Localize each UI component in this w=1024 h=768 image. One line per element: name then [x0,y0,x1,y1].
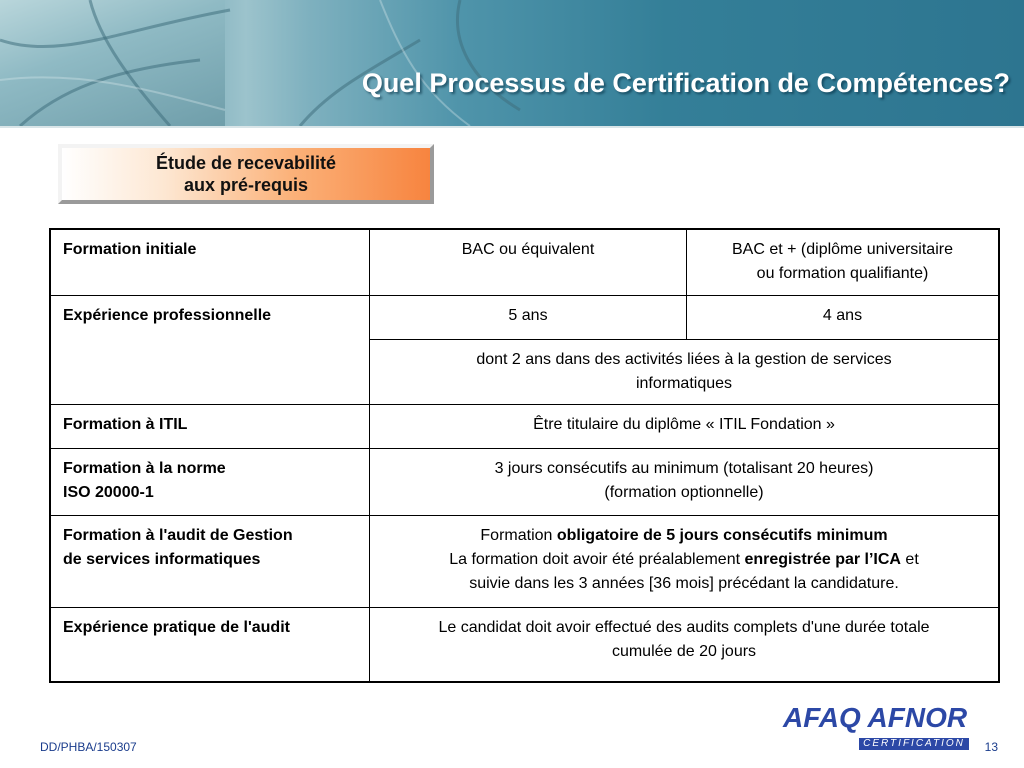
cell-line: (formation optionnelle) [604,483,764,501]
table-cell: 4 ans [687,295,1000,339]
row-label [50,515,370,607]
table-row [50,448,999,515]
table-row [50,295,999,339]
cell-line: cumulée de 20 jours [611,642,757,660]
table-cell [370,515,1000,607]
cell-line: ou formation qualifiante) [756,265,929,282]
cell-line: informatiques [635,374,733,392]
logo-subtitle: CERTIFICATION [863,738,965,749]
cell-line: suivie dans les 3 années [36 mois] précédant la candidature. [469,574,899,592]
table-row [50,229,999,295]
bold-segment: enregistrée par l’ICA [744,550,901,568]
label-line: de services informatiques [63,550,261,568]
row-label: Expérience pratique de l'audit [50,607,370,682]
table-cell [370,448,1000,515]
logo-wordmark: AFAQ AFNOR [783,702,968,733]
cell-line: dont 2 ans dans des activités liées à la gestion de services [476,350,892,368]
document-code: DD/PHBA/150307 [40,740,137,754]
callout-line-2: aux pré-requis [183,175,309,195]
bold-segment: obligatoire de 5 jours consécutifs minimum [556,526,888,544]
cell-line: BAC et + (diplôme universitaire [732,241,953,258]
header-banner [0,0,1024,126]
callout-box [58,144,434,204]
table-row [50,515,999,607]
page-title: Quel Processus de Certification de Compétences? [361,68,1010,98]
cell-line: 3 jours consécutifs au minimum (totalisant 20 heures) [494,459,874,477]
table-row [50,607,999,682]
label-line: Formation à la norme [63,459,226,477]
banner-divider [0,126,1024,128]
row-label: Formation à ITIL [50,404,370,448]
table-row [50,404,999,448]
afaq-afnor-logo [783,702,973,754]
table-cell: Être titulaire du diplôme « ITIL Fondation » [370,404,1000,448]
cell-line [380,548,988,572]
requirements-table [49,228,1000,683]
text-segment: Formation [480,526,557,544]
cell-line [380,524,988,548]
row-label: Formation initiale [50,229,370,295]
label-line: Formation à l'audit de Gestion [63,526,293,544]
callout-line-1: Étude de recevabilité [155,153,337,173]
label-line: ISO 20000-1 [63,483,154,501]
table-cell: BAC ou équivalent [370,229,687,295]
table-cell [687,229,1000,295]
page-number: 13 [984,740,998,754]
row-label: Expérience professionnelle [50,295,370,404]
row-label [50,448,370,515]
table-cell [370,607,1000,682]
table-cell: 5 ans [370,295,687,339]
table-cell [370,339,1000,404]
text-segment: La formation doit avoir été préalablement [449,550,745,568]
text-segment: et [900,550,919,568]
leaf-veins-decoration [0,0,1024,126]
cell-line: Le candidat doit avoir effectué des audits complets d'une durée totale [438,618,930,636]
